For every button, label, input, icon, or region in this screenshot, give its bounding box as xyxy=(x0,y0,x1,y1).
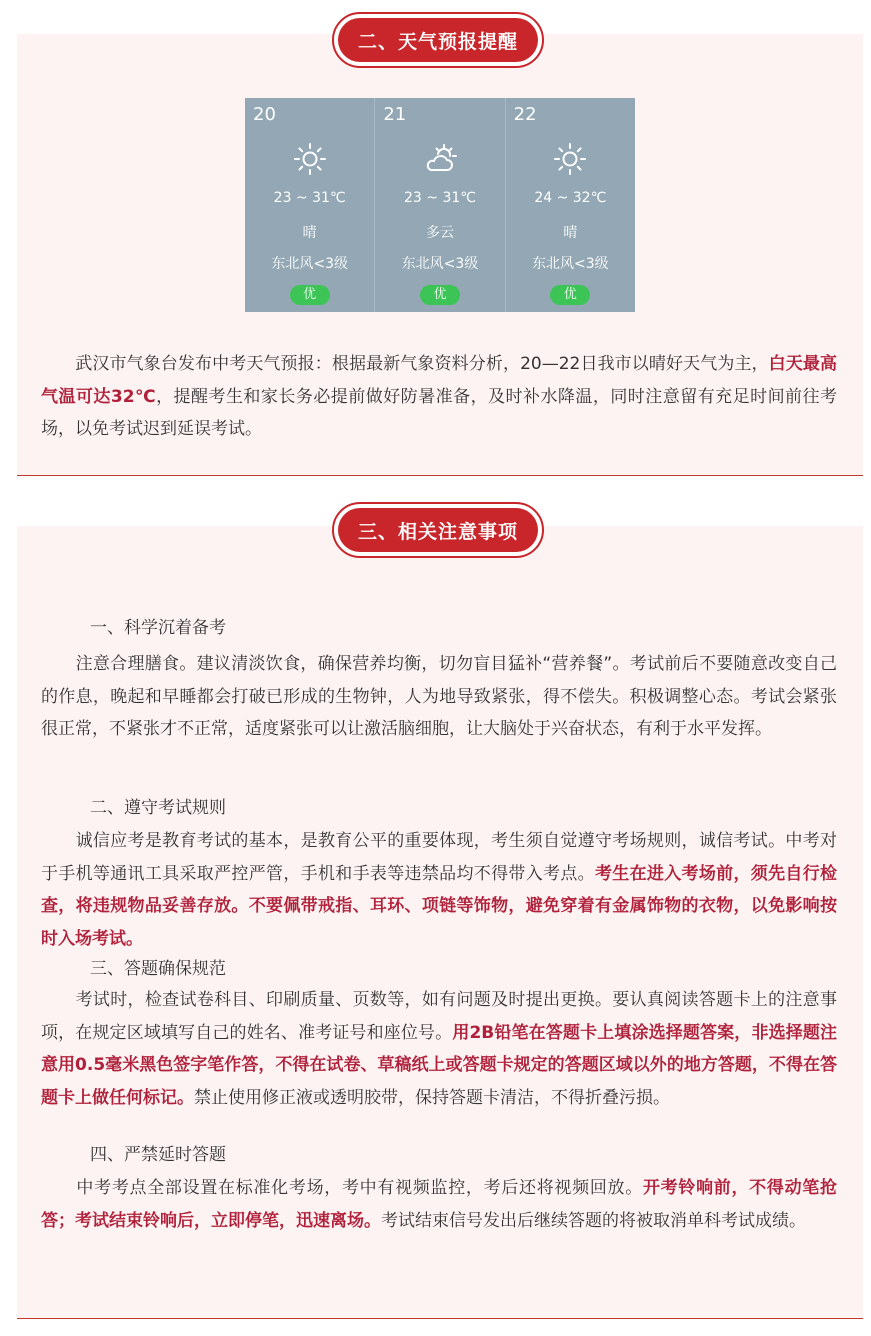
forecast-paragraph xyxy=(41,348,837,446)
weather-condition: 晴 xyxy=(302,225,317,241)
sun-icon xyxy=(293,142,327,176)
paragraph xyxy=(41,825,837,955)
forecast-text: 武汉市气象台发布中考天气预报：根据最新气象资料分析，20—22日我市以晴好天气为主， xyxy=(41,354,769,374)
weather-wind: 东北风<3级 xyxy=(401,256,479,272)
paragraph-text: 考试时，检查试卷科目、印刷质量、页数等，如有问题及时提出更换。要认真阅读答题卡上的注意事项，在规定区域填写自己的姓名、准考证号和座位号。 xyxy=(41,990,837,1043)
paragraph xyxy=(41,1172,837,1237)
sun-icon xyxy=(553,142,587,176)
weather-day-1 xyxy=(245,98,374,312)
subheading: 四、严禁延时答题 xyxy=(90,1145,226,1165)
weather-wind: 东北风<3级 xyxy=(271,256,348,272)
weather-temperature: 23 ~ 31℃ xyxy=(404,190,476,206)
weather-date: 22 xyxy=(513,104,537,125)
subheading: 二、遵守考试规则 xyxy=(90,798,226,818)
paragraph-text: 中考考点全部设置在标准化考场，考中有视频监控，考后还将视频回放。 xyxy=(41,1178,643,1198)
air-quality-badge: 优 xyxy=(290,285,330,305)
section-title-badge xyxy=(332,12,544,68)
paragraph-text: 诚信应考是教育考试的基本，是教育公平的重要体现，考生须自觉遵守考场规则，诚信考试。中考对于手机等通讯工具采取严控严管，手机和手表等违禁品均不得带入考点。 xyxy=(41,831,837,884)
subheading: 一、科学沉着备考 xyxy=(90,618,226,638)
subheading: 三、答题确保规范 xyxy=(90,959,226,979)
weather-day-3 xyxy=(505,98,635,312)
paragraph-text: 注意合理膳食。建议清淡饮食，确保营养均衡，切勿盲目猛补“营养餐”。考试前后不要随意改变自己的作息，晚起和早睡都会打破已形成的生物钟，人为地导致紧张，得不偿失。积极调整心态。考试会紧张很正常，不紧张才不正常，适度紧张可以让激活脑细胞，让大脑处于兴奋状态，有利于水平发挥。 xyxy=(41,654,837,739)
paragraph-highlight: 用2B铅笔在答题卡上填涂选择题答案，非选择题注意用0.5毫米黑色签字笔作答，不得在试卷、草稿纸上或答题卡规定的答题区域以外的地方答题，不得在答题卡上做任何标记。 xyxy=(41,1022,837,1108)
weather-date: 20 xyxy=(253,104,276,125)
weather-day-2 xyxy=(374,98,504,312)
weather-condition: 晴 xyxy=(563,225,578,241)
air-quality-badge: 优 xyxy=(420,285,460,305)
forecast-text-end: ，提醒考生和家长务必提前做好防暑准备，及时补水降温，同时注意留有充足时间前往考场，以免考试迟到延误考试。 xyxy=(41,386,837,439)
partly-cloudy-icon xyxy=(423,142,457,176)
weather-temperature: 24 ~ 32℃ xyxy=(534,190,607,206)
section-title: 二、天气预报提醒 xyxy=(338,18,538,62)
paragraph xyxy=(41,984,837,1114)
weather-wind: 东北风<3级 xyxy=(532,256,609,272)
paragraph-highlight: 开考铃响前，不得动笔抢答；考试结束铃响后，立即停笔，迅速离场。 xyxy=(41,1178,837,1231)
weather-condition: 多云 xyxy=(425,225,454,241)
air-quality-badge: 优 xyxy=(550,285,590,305)
forecast-highlight: 白天最高气温可达32℃ xyxy=(41,354,838,407)
paragraph-text-end: 考试结束信号发出后继续答题的将被取消单科考试成绩。 xyxy=(381,1210,806,1231)
section-title: 三、相关注意事项 xyxy=(338,508,538,552)
weather-temperature: 23 ~ 31℃ xyxy=(273,190,346,206)
weather-forecast-widget xyxy=(245,98,635,312)
weather-date: 21 xyxy=(383,104,407,125)
paragraph-highlight: 考生在进入考场前，须先自行检查，将违规物品妥善存放。不要佩带戒指、耳环、项链等饰物，避免穿着有金属饰物的衣物，以免影响按时入场考试。 xyxy=(41,863,838,949)
paragraph-text-end: 禁止使用修正液或透明胶带，保持答题卡清洁，不得折叠污损。 xyxy=(194,1087,670,1108)
section-title-badge xyxy=(332,502,544,558)
paragraph xyxy=(41,648,837,746)
